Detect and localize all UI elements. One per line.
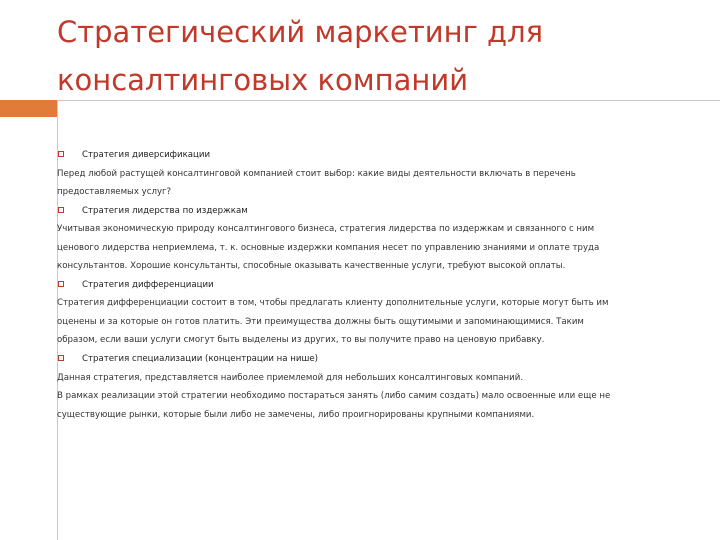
section-heading: Стратегия лидерства по издержкам bbox=[82, 205, 248, 216]
section-heading: Стратегия специализации (концентрации на нише) bbox=[82, 354, 318, 365]
body-line: В рамках реализации этой стратегии необходимо постараться занять (либо самим создать) мало освоенные или еще не bbox=[57, 391, 611, 402]
body-line: консультантов. Хорошие консультанты, способные оказывать качественные услуги, требуют высокой оплаты. bbox=[57, 261, 566, 272]
body-line: Перед любой растущей консалтинговой компанией стоит выбор: какие виды деятельности включать в перечень bbox=[57, 168, 576, 179]
body-line: оценены и за которые он готов платить. Эти преимущества должны быть ощутимыми и запоминающимися. Таким bbox=[57, 316, 584, 327]
square-bullet-icon bbox=[58, 151, 64, 157]
bullet-item bbox=[57, 350, 707, 369]
body-line: Стратегия дифференциации состоит в том, чтобы предлагать клиенту дополнительные услуги, которые могут быть им bbox=[57, 298, 609, 309]
bullet-item bbox=[57, 202, 707, 221]
content bbox=[57, 146, 707, 424]
divider-horizontal bbox=[57, 100, 720, 101]
square-bullet-icon bbox=[58, 207, 64, 213]
body-line: предоставляемых услуг? bbox=[57, 187, 172, 198]
body-line: существующие рынки, которые были либо не замечены, либо проигнорированы крупными компаниями. bbox=[57, 409, 535, 420]
bullet-item bbox=[57, 276, 707, 295]
page-title-line-2: консалтинговых компаний bbox=[57, 63, 469, 97]
body-line: ценового лидерства неприемлема, т. к. основные издержки компания несет по управлению знаниями и оплате труда bbox=[57, 242, 600, 253]
accent-bar bbox=[0, 100, 57, 117]
page-title-line-1: Стратегический маркетинг для bbox=[57, 15, 544, 49]
bullet-item bbox=[57, 146, 707, 165]
body-line: Учитывая экономическую природу консалтингового бизнеса, стратегия лидерства по издержкам и связанного с ним bbox=[57, 224, 595, 235]
square-bullet-icon bbox=[58, 355, 64, 361]
body-line: Данная стратегия, представляется наиболее приемлемой для небольших консалтинговых компаний. bbox=[57, 372, 524, 383]
square-bullet-icon bbox=[58, 281, 64, 287]
section-heading: Стратегия диверсификации bbox=[82, 150, 211, 160]
title-block bbox=[57, 8, 697, 104]
section-heading: Стратегия дифференциации bbox=[82, 279, 214, 290]
body-line: образом, если ваши услуги смогут быть выделены из других, то вы получите право на ценовую прибавку. bbox=[57, 335, 545, 346]
